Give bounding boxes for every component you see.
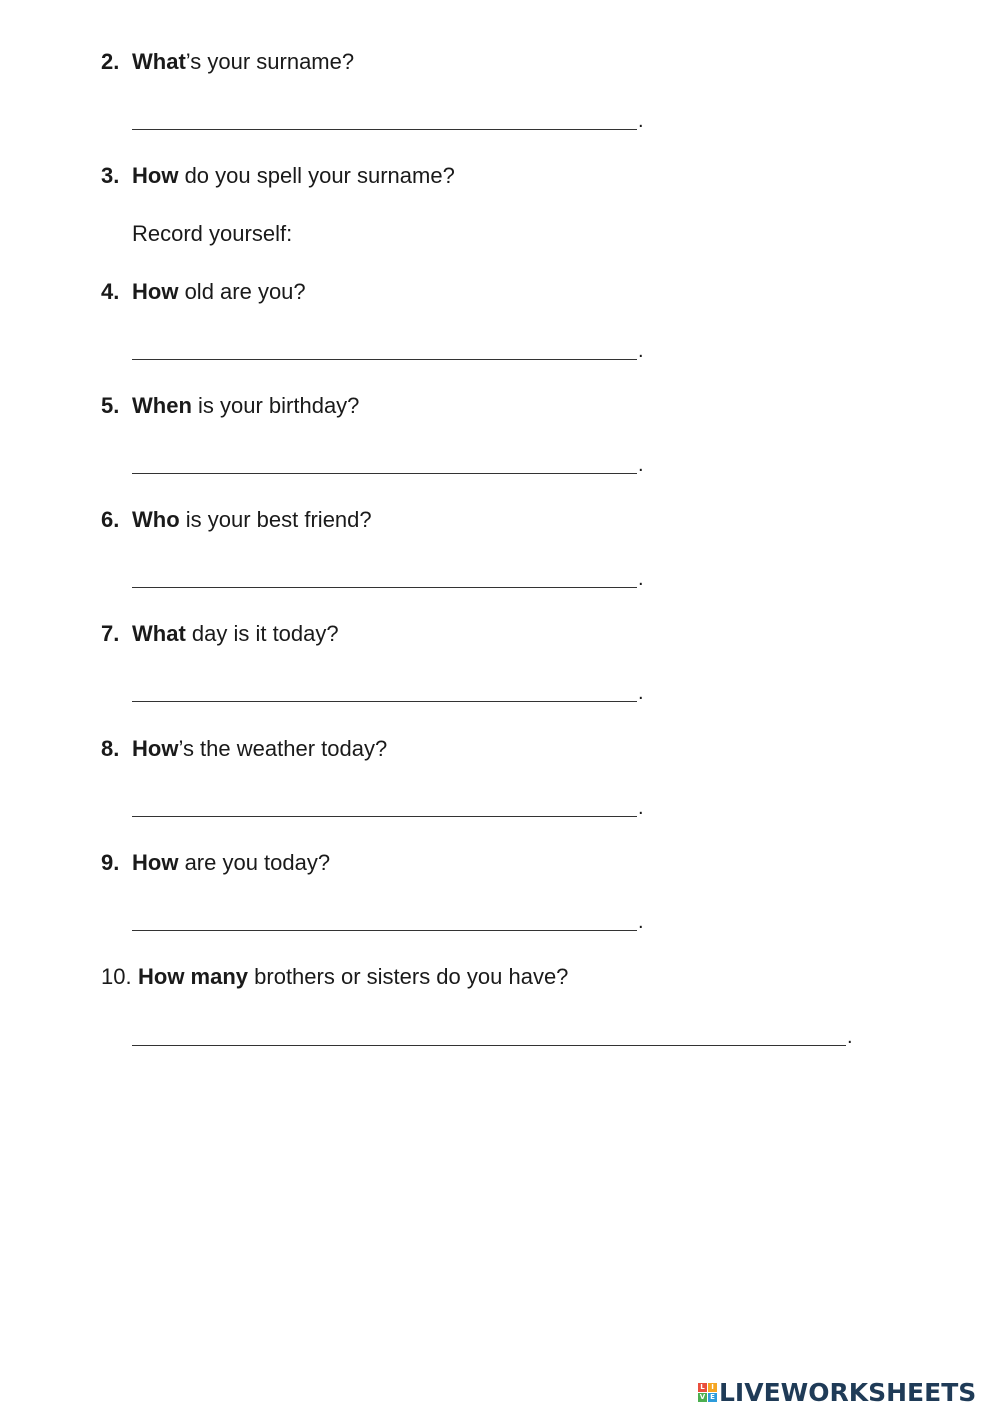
question-number: 6. bbox=[101, 507, 120, 532]
record-yourself-label[interactable]: Record yourself: bbox=[132, 221, 293, 246]
question-number: 5. bbox=[101, 393, 120, 418]
question-text: do you spell your surname? bbox=[178, 163, 455, 188]
question-7 bbox=[101, 620, 339, 648]
answer-field-6[interactable] bbox=[132, 562, 644, 588]
question-number: 9. bbox=[101, 850, 120, 875]
answer-end-dot: . bbox=[638, 110, 644, 132]
answer-end-dot: . bbox=[638, 682, 644, 704]
question-2 bbox=[101, 48, 354, 76]
question-4 bbox=[101, 278, 306, 306]
logo-letter-v: V bbox=[699, 1393, 706, 1401]
answer-field-9[interactable] bbox=[132, 905, 644, 931]
answer-field-8[interactable] bbox=[132, 791, 644, 817]
question-3 bbox=[101, 162, 455, 190]
brand-name: LIVEWORKSHEETS bbox=[719, 1378, 977, 1407]
question-8 bbox=[101, 735, 387, 763]
question-keyword: How many bbox=[138, 964, 249, 989]
answer-field-4[interactable] bbox=[132, 334, 644, 360]
liveworksheets-logo[interactable] bbox=[698, 1378, 976, 1407]
answer-end-dot: . bbox=[638, 454, 644, 476]
question-keyword: How bbox=[132, 736, 179, 761]
answer-field-2[interactable] bbox=[132, 104, 644, 130]
answer-end-dot: . bbox=[638, 911, 644, 933]
question-keyword: How bbox=[132, 279, 179, 304]
question-text: are you today? bbox=[178, 850, 331, 875]
question-number: 4. bbox=[101, 279, 120, 304]
answer-end-dot: . bbox=[638, 340, 644, 362]
question-text: is your best friend? bbox=[179, 507, 372, 532]
question-text: is your birthday? bbox=[191, 393, 360, 418]
question-text: ’s your surname? bbox=[185, 49, 355, 74]
answer-end-dot: . bbox=[638, 797, 644, 819]
question-text: day is it today? bbox=[185, 621, 339, 646]
question-keyword: What bbox=[132, 621, 186, 646]
question-keyword: How bbox=[132, 850, 179, 875]
question-keyword: When bbox=[132, 393, 192, 418]
answer-field-7[interactable] bbox=[132, 676, 644, 702]
logo-squares-icon bbox=[698, 1383, 717, 1402]
answer-field-5[interactable] bbox=[132, 448, 644, 474]
logo-letter-l: L bbox=[698, 1383, 707, 1392]
question-keyword: What bbox=[132, 49, 186, 74]
question-number: 3. bbox=[101, 163, 120, 188]
question-text: old are you? bbox=[178, 279, 306, 304]
question-number: 7. bbox=[101, 621, 120, 646]
question-10 bbox=[101, 963, 568, 991]
question-keyword: Who bbox=[132, 507, 180, 532]
answer-end-dot: . bbox=[638, 568, 644, 590]
answer-end-dot: . bbox=[847, 1026, 853, 1048]
answer-field-10[interactable] bbox=[132, 1020, 853, 1046]
question-6 bbox=[101, 506, 372, 534]
question-9 bbox=[101, 849, 330, 877]
question-number: 2. bbox=[101, 49, 120, 74]
logo-letter-e: E bbox=[708, 1393, 717, 1402]
logo-letter-i: I bbox=[708, 1383, 717, 1392]
question-text: brothers or sisters do you have? bbox=[248, 964, 569, 989]
question-text: ’s the weather today? bbox=[178, 736, 388, 761]
question-number: 8. bbox=[101, 736, 120, 761]
question-5 bbox=[101, 392, 359, 420]
question-keyword: How bbox=[132, 163, 179, 188]
question-number: 10. bbox=[101, 964, 132, 989]
